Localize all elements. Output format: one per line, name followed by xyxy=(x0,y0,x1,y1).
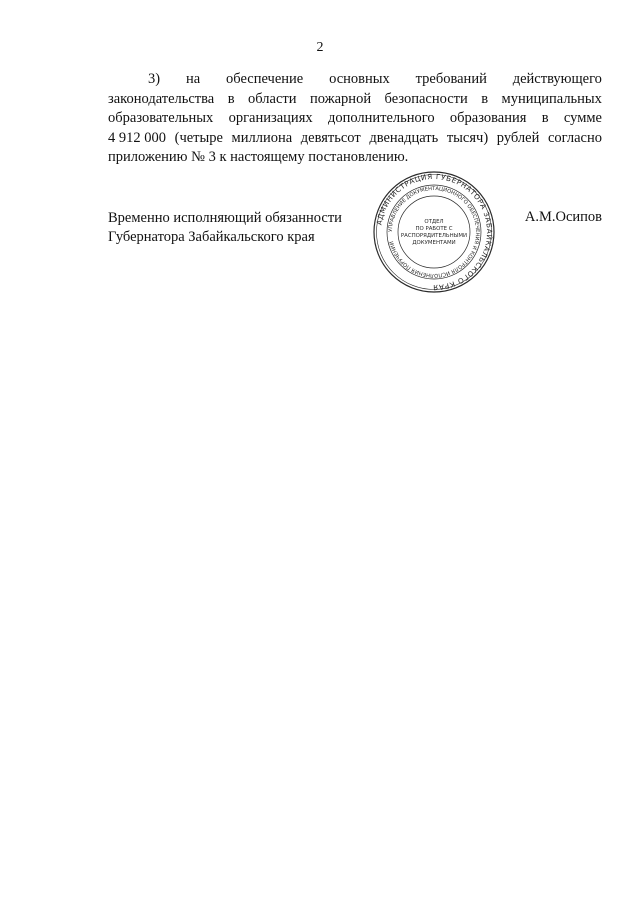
word: в xyxy=(541,110,549,126)
seal-graphic xyxy=(372,170,496,294)
word: на xyxy=(185,71,201,87)
signatory-name: А.М.Осипов xyxy=(524,209,602,225)
word: обеспечение xyxy=(226,71,304,87)
word: организациях xyxy=(228,110,313,126)
signatory-title-line: Временно исполняющий обязанности xyxy=(108,210,342,226)
official-seal xyxy=(372,170,496,294)
word: согласно xyxy=(547,129,602,146)
word: (четыре xyxy=(174,129,223,146)
word: образовательных xyxy=(108,110,214,126)
word: муниципальных xyxy=(501,90,602,107)
signatory-title xyxy=(108,209,342,247)
paragraph-line xyxy=(108,70,602,90)
word: двенадцать xyxy=(369,129,439,146)
word: действующего xyxy=(512,71,602,87)
word: дополнительного xyxy=(327,110,435,126)
word: рублей xyxy=(496,129,540,146)
word: девятьсот xyxy=(300,129,361,146)
paragraph-line xyxy=(108,129,602,149)
word: законодательства xyxy=(108,90,215,107)
word: миллиона xyxy=(231,129,293,146)
word: требований xyxy=(415,71,487,87)
word: в xyxy=(481,90,489,107)
paragraph-line xyxy=(108,90,602,110)
word: основных xyxy=(329,71,390,87)
word: приложению № 3 к настоящему постановлению. xyxy=(108,149,409,165)
word: пожарной xyxy=(309,90,372,107)
word: тысяч) xyxy=(446,129,489,146)
signatory-title-line: Губернатора Забайкальского края xyxy=(108,229,315,245)
seal-center-line: РАСПОРЯДИТЕЛЬНЫМИ xyxy=(400,233,468,239)
svg-text:УПРАВЛЕНИЕ ДОКУМЕНТАЦИОННОГО О xyxy=(388,186,480,278)
word: 4 912 000 xyxy=(108,129,166,146)
paragraph-item-3 xyxy=(108,70,602,168)
seal-center-line: ПО РАБОТЕ С xyxy=(415,226,453,232)
paragraph-line xyxy=(108,148,602,168)
word: в xyxy=(227,90,235,107)
seal-center-line: ОТДЕЛ xyxy=(424,219,444,225)
word: безопасности xyxy=(384,90,468,107)
paragraph-line xyxy=(108,109,602,129)
word: области xyxy=(248,90,297,107)
seal-center-line: ДОКУМЕНТАМИ xyxy=(412,240,456,246)
word: 3) xyxy=(148,71,161,87)
word: образования xyxy=(449,110,527,126)
word: сумме xyxy=(563,110,602,126)
page-number: 2 xyxy=(316,40,324,55)
seal-inner-text: УПРАВЛЕНИЕ ДОКУМЕНТАЦИОННОГО ОБЕСПЕЧЕНИЯ И КОНТРОЛЯ ИСПОЛНЕНИЯ ПОРУЧЕНИЙ xyxy=(387,185,481,279)
seal-outer-text: АДМИНИСТРАЦИЯ ГУБЕРНАТОРА ЗАБАЙКАЛЬСКОГО КРАЯ xyxy=(374,171,495,293)
